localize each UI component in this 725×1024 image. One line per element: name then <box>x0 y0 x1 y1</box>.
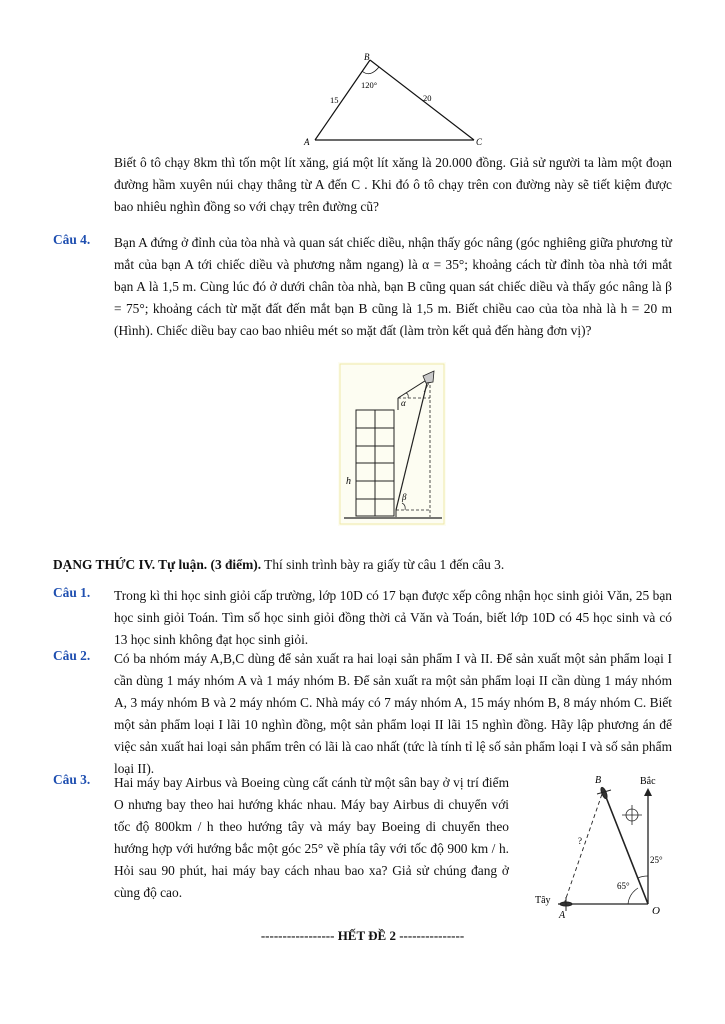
kite-figure <box>338 362 446 526</box>
section-heading <box>53 557 504 573</box>
section-desc: Thí sinh trình bày ra giấy từ câu 1 đến câu 3. <box>261 557 505 572</box>
vertex-b-label: B <box>364 52 370 62</box>
side-ab-label: 15 <box>330 95 339 105</box>
point-o-label: O <box>652 905 660 917</box>
vertex-c-label: C <box>476 137 483 147</box>
beta-label: β <box>402 492 407 502</box>
essay-q2-label: Câu 2. <box>53 648 91 663</box>
essay-q2-text: Có ba nhóm máy A,B,C dùng để sản xuất ra hai loại sản phẩm I và II. Để sản xuất một sản phẩm loại I cần dùng 1 máy nhóm A và 1 máy nhóm B. Để sản xuất ra một sản phẩm loại II cần dùng 1 máy nhóm A, 3 máy nhóm B và 2 máy nhóm C. Nhà máy có 7 máy nhóm A, 15 máy nhóm B, 8 máy nhóm C. Biết một sản phẩm loại I lãi 10 nghìn đồng, một sản phẩm loại II lãi 15 nghìn đồng. Hãy lập phương án để việc sản xuất hai loại sản phẩm trên có lãi là cao nhất (tức là tính tỉ lệ số sản phẩm loại I và số sản phẩm loại II). <box>114 651 672 776</box>
essay-q3-label: Câu 3. <box>53 772 91 787</box>
plane-figure <box>530 768 680 918</box>
airplane-a-icon <box>560 897 572 911</box>
h-label: h <box>346 476 351 487</box>
exam-end-footer: ----------------- HẾT ĐỀ 2 --------------- <box>260 928 465 943</box>
essay-q1-label: Câu 1. <box>53 585 91 600</box>
q4-text: Bạn A đứng ở đỉnh của tòa nhà và quan sát chiếc diều, nhận thấy góc nâng (góc nghiêng giữa phương từ mắt của bạn A tới chiếc diều và phương nằm ngang) là α = 35°; khoảng cách từ đỉnh tòa nhà tới mắt bạn A là 1,5 m. Cùng lúc đó ở dưới chân tòa nhà, bạn B cũng quan sát chiếc diều và thấy góc nâng là β = 75°; khoảng cách từ mặt đất đến mắt bạn B cũng là 1,5 m. Biết chiều cao của tòa nhà là h = 20 m (Hình). Chiếc diều bay cao bao nhiêu mét so mặt đất (làm tròn kết quả đến hàng đơn vị)? <box>114 235 672 338</box>
compass-icon <box>622 805 642 825</box>
section-title: DẠNG THỨC IV. Tự luận. (3 điểm). <box>53 557 262 572</box>
point-b-label: B <box>595 775 602 786</box>
point-a-label: A <box>559 910 566 918</box>
intro-paragraph: Biết ô tô chạy 8km thì tốn một lít xăng, giá một lít xăng là 20.000 đồng. Giả sử người ta làm một đoạn đường hầm xuyên núi chạy thẳng từ A đến C . Khi đó ô tô chạy trên con đường này sẽ tiết kiệm được bao nhiêu nghìn đồng so với chạy trên đường cũ? <box>114 155 672 214</box>
side-bc-label: 20 <box>423 93 432 103</box>
north-label: Bắc <box>640 776 656 787</box>
essay-q3-text: Hai máy bay Airbus và Boeing cùng cất cánh từ một sân bay ở vị trí điểm O nhưng bay theo hai hướng khác nhau. Máy bay Airbus di chuyển với tốc độ 800km / h theo hướng tây và máy bay Boeing di chuyển theo hướng hợp với hướng bắc một góc 25° về phía tây với tốc độ 900 km / h. Hỏi sau 90 phút, hai máy bay cách nhau bao xa? Giả sử chúng đang ở cùng độ cao. <box>114 775 509 900</box>
alpha-label: α <box>401 398 406 408</box>
triangle-figure <box>300 48 490 148</box>
essay-q1-text: Trong kì thi học sinh giỏi cấp trường, lớp 10D có 17 bạn được xếp công nhận học sinh giỏi Văn, 25 bạn học sinh giỏi Toán. Tìm số học sinh giỏi đồng thời cả Văn và Toán, biết lớp 10D có 45 học sinh và có 13 học sinh không đạt học sinh giỏi. <box>114 588 672 647</box>
angle-65-label: 65° <box>617 881 630 891</box>
unknown-distance-label: ? <box>578 836 582 846</box>
airplane-b-icon <box>597 787 611 800</box>
q4-label: Câu 4. <box>53 232 91 247</box>
angle-b-label: 120° <box>361 80 378 90</box>
vertex-a-label: A <box>304 137 310 147</box>
angle-25-label: 25° <box>650 855 663 865</box>
west-label: Tây <box>535 895 551 906</box>
